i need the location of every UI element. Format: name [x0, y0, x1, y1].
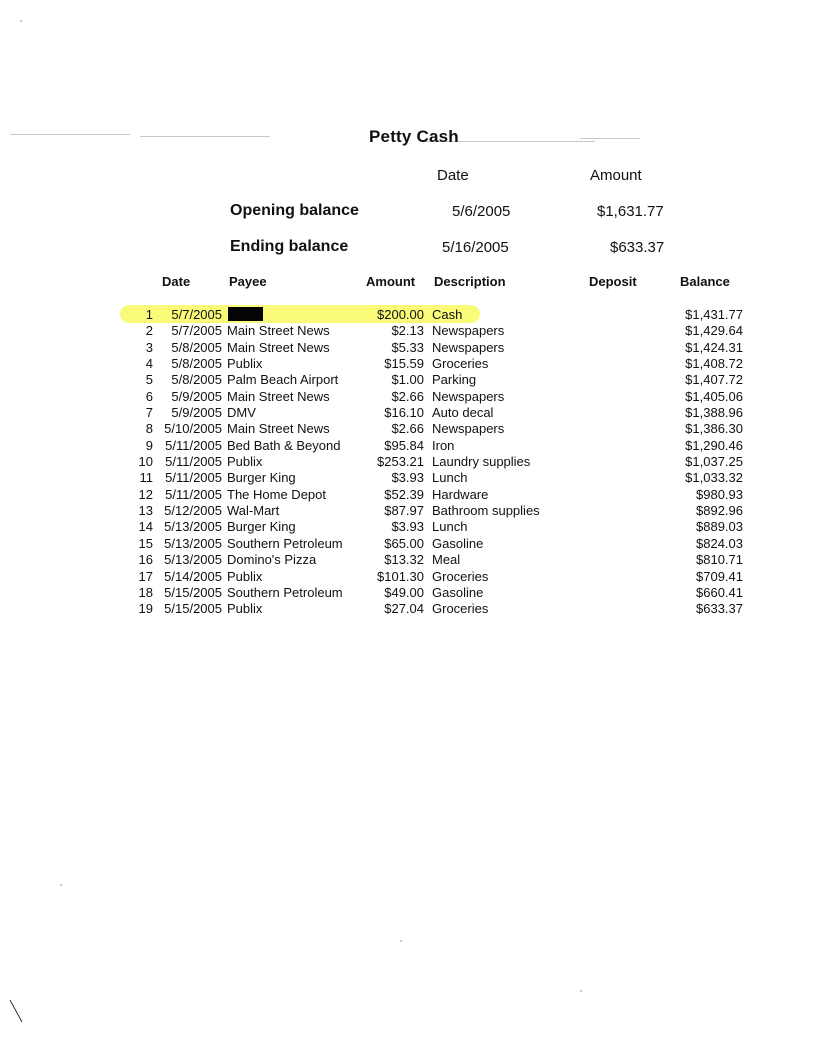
- row-date: 5/9/2005: [171, 405, 222, 421]
- row-amount: $2.66: [391, 421, 424, 437]
- scan-stroke: [8, 998, 28, 1028]
- table-row: [0, 536, 816, 552]
- row-number: 18: [138, 584, 153, 600]
- row-number: 10: [138, 454, 153, 470]
- opening-balance-label: Opening balance: [230, 202, 359, 219]
- row-payee: Southern Petroleum: [227, 584, 343, 600]
- table-row: [0, 569, 816, 585]
- row-balance: $889.03: [696, 519, 743, 535]
- row-description: Newspapers: [432, 421, 505, 437]
- row-number: 12: [138, 486, 153, 502]
- row-payee: Main Street News: [227, 421, 330, 437]
- row-description: Bathroom supplies: [432, 503, 540, 519]
- row-description: Groceries: [432, 568, 489, 584]
- table-row: [0, 519, 816, 535]
- row-balance: $1,429.64: [685, 323, 743, 339]
- row-amount: $253.21: [377, 454, 424, 470]
- row-balance: $1,386.30: [685, 421, 743, 437]
- row-payee: Main Street News: [227, 388, 330, 404]
- table-row: [0, 552, 816, 568]
- row-number: 2: [145, 323, 153, 339]
- row-amount: $15.59: [384, 356, 424, 372]
- row-date: 5/13/2005: [164, 552, 222, 568]
- row-number: 8: [145, 421, 153, 437]
- row-date: 5/8/2005: [171, 356, 222, 372]
- table-row: [0, 405, 816, 421]
- column-header-date: Date: [162, 274, 191, 289]
- column-header-payee: Payee: [229, 274, 267, 289]
- row-payee: Publix: [227, 568, 263, 584]
- row-balance: $1,408.72: [685, 356, 743, 372]
- ending-balance-label: Ending balance: [230, 238, 349, 255]
- row-number: 17: [138, 568, 153, 584]
- table-row: [0, 470, 816, 486]
- table-row: [0, 421, 816, 437]
- row-amount: $16.10: [384, 405, 424, 421]
- row-number: 4: [145, 356, 153, 372]
- row-description: Groceries: [432, 356, 489, 372]
- row-number: 11: [139, 470, 153, 486]
- redaction-box: [228, 307, 263, 321]
- row-payee: The Home Depot: [227, 486, 326, 502]
- table-row: [0, 487, 816, 503]
- row-balance: $980.93: [696, 486, 743, 502]
- row-payee: Bed Bath & Beyond: [227, 437, 341, 453]
- row-description: Iron: [432, 437, 455, 453]
- row-payee: Palm Beach Airport: [227, 372, 339, 388]
- row-description: Lunch: [432, 519, 468, 535]
- column-header-deposit: Deposit: [589, 274, 637, 289]
- row-balance: $892.96: [696, 503, 743, 519]
- table-row: [0, 356, 816, 372]
- row-balance: $1,407.72: [685, 372, 743, 388]
- row-number: 6: [145, 388, 153, 404]
- row-description: Newspapers: [432, 323, 505, 339]
- row-description: Newspapers: [432, 388, 505, 404]
- row-number: 9: [145, 437, 153, 453]
- row-payee: Publix: [227, 601, 263, 617]
- row-date: 5/15/2005: [164, 601, 222, 617]
- row-balance: $1,290.46: [685, 437, 743, 453]
- row-number: 5: [145, 372, 153, 388]
- summary-date-header: Date: [437, 167, 469, 184]
- row-amount: $1.00: [391, 372, 424, 388]
- row-amount: $52.39: [384, 486, 424, 502]
- table-row: [0, 323, 816, 339]
- row-number: 14: [138, 519, 153, 535]
- row-payee: Publix: [227, 454, 263, 470]
- scan-artifact-line: [10, 134, 130, 135]
- row-date: 5/7/2005: [171, 307, 222, 322]
- row-date: 5/13/2005: [164, 535, 222, 551]
- row-payee: Domino's Pizza: [227, 552, 317, 568]
- table-row: [0, 454, 816, 470]
- opening-balance-date: 5/6/2005: [452, 203, 511, 220]
- row-date: 5/8/2005: [171, 372, 222, 388]
- row-balance: $1,033.32: [685, 470, 743, 486]
- table-row: [0, 438, 816, 454]
- row-number: 1: [145, 307, 153, 322]
- row-description: Lunch: [432, 470, 468, 486]
- row-date: 5/14/2005: [164, 568, 222, 584]
- row-date: 5/11/2005: [165, 486, 222, 502]
- row-number: 7: [145, 405, 153, 421]
- table-row: [0, 389, 816, 405]
- row-amount: $101.30: [377, 568, 424, 584]
- row-payee: Burger King: [227, 519, 296, 535]
- row-date: 5/10/2005: [164, 421, 222, 437]
- row-amount: $87.97: [384, 503, 424, 519]
- row-description: Cash: [432, 307, 463, 322]
- row-number: 16: [138, 552, 153, 568]
- row-number: 15: [138, 535, 153, 551]
- column-header-description: Description: [434, 274, 506, 289]
- row-payee: Publix: [227, 356, 263, 372]
- transaction-table: [0, 307, 816, 618]
- row-balance: $824.03: [696, 535, 743, 551]
- row-balance: $709.41: [696, 568, 743, 584]
- scan-artifact-line: [580, 138, 640, 139]
- row-date: 5/11/2005: [165, 454, 222, 470]
- row-amount: $27.04: [384, 601, 424, 617]
- row-date: 5/12/2005: [164, 503, 222, 519]
- ending-balance-amount: $633.37: [610, 239, 665, 256]
- row-description: Parking: [432, 372, 477, 388]
- summary-amount-header: Amount: [590, 167, 642, 184]
- row-balance: $810.71: [696, 552, 743, 568]
- row-amount: $49.00: [384, 584, 424, 600]
- row-number: 13: [138, 503, 153, 519]
- table-row: [0, 372, 816, 388]
- scan-artifact-line: [140, 136, 270, 137]
- row-amount: $65.00: [384, 535, 424, 551]
- row-payee: Wal-Mart: [227, 503, 280, 519]
- row-date: 5/11/2005: [165, 437, 222, 453]
- row-payee: Burger King: [227, 470, 296, 486]
- table-row: [0, 307, 816, 323]
- row-date: 5/8/2005: [171, 339, 222, 355]
- row-amount: $95.84: [384, 437, 424, 453]
- row-number: 19: [138, 601, 153, 617]
- row-date: 5/7/2005: [171, 323, 222, 339]
- row-payee: Main Street News: [227, 323, 330, 339]
- row-balance: $1,405.06: [685, 388, 743, 404]
- row-payee: DMV: [227, 405, 256, 421]
- row-description: Groceries: [432, 601, 489, 617]
- table-row: [0, 601, 816, 617]
- row-balance: $1,388.96: [685, 405, 743, 421]
- column-header-amount: Amount: [366, 274, 416, 289]
- row-amount: $5.33: [391, 339, 424, 355]
- scan-speck: [20, 20, 22, 22]
- row-amount: $2.66: [391, 388, 424, 404]
- page-title: Petty Cash: [369, 127, 459, 146]
- row-balance: $1,424.31: [685, 339, 743, 355]
- column-header-balance: Balance: [680, 274, 730, 289]
- row-balance: $1,431.77: [685, 307, 743, 322]
- row-balance: $1,037.25: [685, 454, 743, 470]
- row-description: Gasoline: [432, 535, 484, 551]
- row-description: Auto decal: [432, 405, 494, 421]
- table-row: [0, 585, 816, 601]
- row-description: Newspapers: [432, 339, 505, 355]
- row-payee: Main Street News: [227, 339, 330, 355]
- row-amount: $200.00: [377, 307, 424, 322]
- row-description: Meal: [432, 552, 461, 568]
- row-number: 3: [145, 339, 153, 355]
- row-balance: $633.37: [696, 601, 743, 617]
- row-amount: $13.32: [384, 552, 424, 568]
- scan-speck: [60, 884, 62, 886]
- row-payee: Southern Petroleum: [227, 535, 343, 551]
- row-date: 5/15/2005: [164, 584, 222, 600]
- opening-balance-amount: $1,631.77: [597, 203, 664, 220]
- row-amount: $3.93: [391, 470, 424, 486]
- scan-speck: [400, 940, 402, 942]
- row-description: Gasoline: [432, 584, 484, 600]
- row-amount: $2.13: [391, 323, 424, 339]
- row-description: Hardware: [432, 486, 489, 502]
- scan-speck: [580, 990, 582, 992]
- table-row: [0, 503, 816, 519]
- row-description: Laundry supplies: [432, 454, 531, 470]
- row-date: 5/13/2005: [164, 519, 222, 535]
- ending-balance-date: 5/16/2005: [442, 239, 509, 256]
- row-amount: $3.93: [391, 519, 424, 535]
- row-date: 5/9/2005: [171, 388, 222, 404]
- row-balance: $660.41: [696, 584, 743, 600]
- table-row: [0, 340, 816, 356]
- row-date: 5/11/2005: [165, 470, 222, 486]
